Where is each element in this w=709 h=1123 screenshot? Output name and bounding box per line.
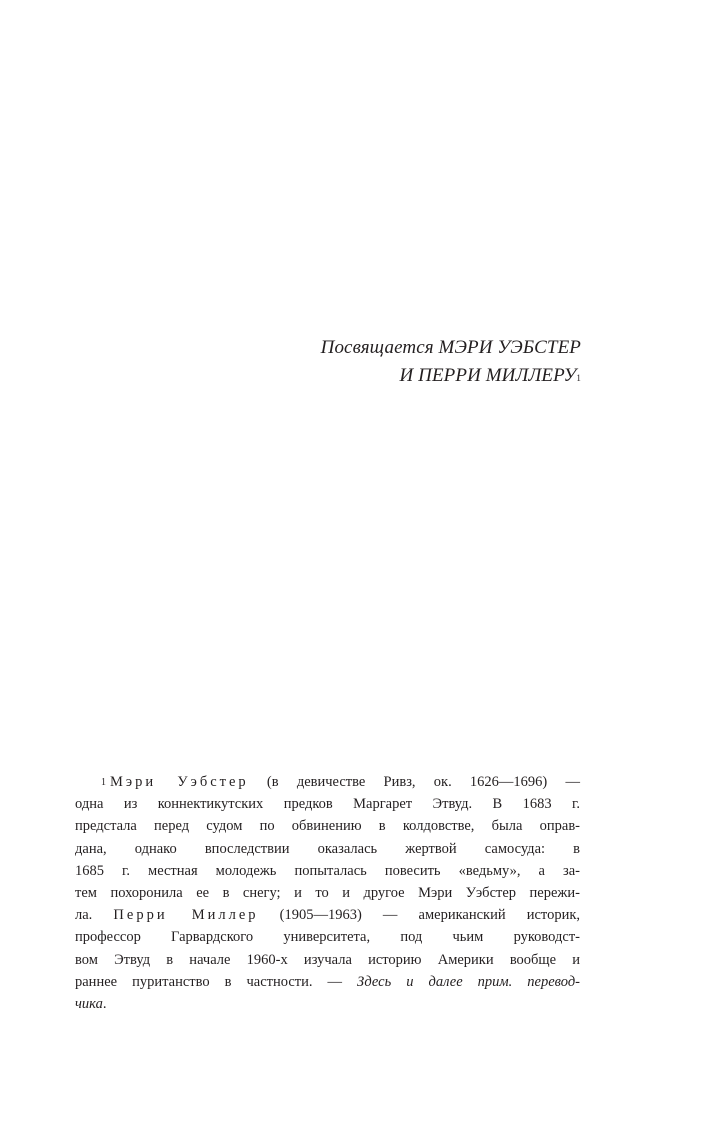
footnote-line [75,771,580,793]
footnote [75,771,580,1015]
footnote-line [75,904,580,926]
footnote-line [75,971,580,993]
person-name-perry-miller: Перри Миллер [113,907,259,924]
footnote-text: ла. [75,907,114,924]
translator-note: чика [75,996,103,1013]
footnote-reference[interactable]: 1 [576,373,581,383]
footnote-text: (в девичестве Ривз, ок. 1626—1696) — [248,774,580,790]
translator-note: Здесь и далее прим. перевод- [357,973,580,990]
dedication-line-2 [321,362,581,390]
footnote-line: профессор Гарвардского университета, под чьим руководст- [75,929,580,946]
footnote-line: дана, однако впоследствии оказалась жертвой самосуда: в [75,840,580,857]
footnote-line: одна из коннектикутских предков Маргарет Этвуд. В 1683 г. [75,796,580,813]
dedication-line-2-text: И ПЕРРИ МИЛЛЕРУ [399,365,577,386]
footnote-line: предстала перед судом по обвинению в колдовстве, была оправ- [75,818,580,835]
footnote-text: . [102,996,107,1013]
footnote-text: раннее пуританство в частности. — [75,973,358,990]
footnote-number: 1 [101,777,106,788]
dedication [321,334,581,390]
footnote-line: 1685 г. местная молодежь попыталась повесить «ведьму», а за- [75,862,580,879]
person-name-mary-webster: Мэри Уэбстер [110,774,249,790]
footnote-text: (1905—1963) — американский историк, [258,907,581,924]
dedication-line-1: Посвящается МЭРИ УЭБСТЕР [320,337,581,358]
footnote-line: вом Этвуд в начале 1960-х изучала историю Америки вообще и [75,951,580,968]
footnote-line [75,993,580,1015]
footnote-line: тем похоронила ее в снегу; и то и другое Мэри Уэбстер пережи- [75,885,580,902]
